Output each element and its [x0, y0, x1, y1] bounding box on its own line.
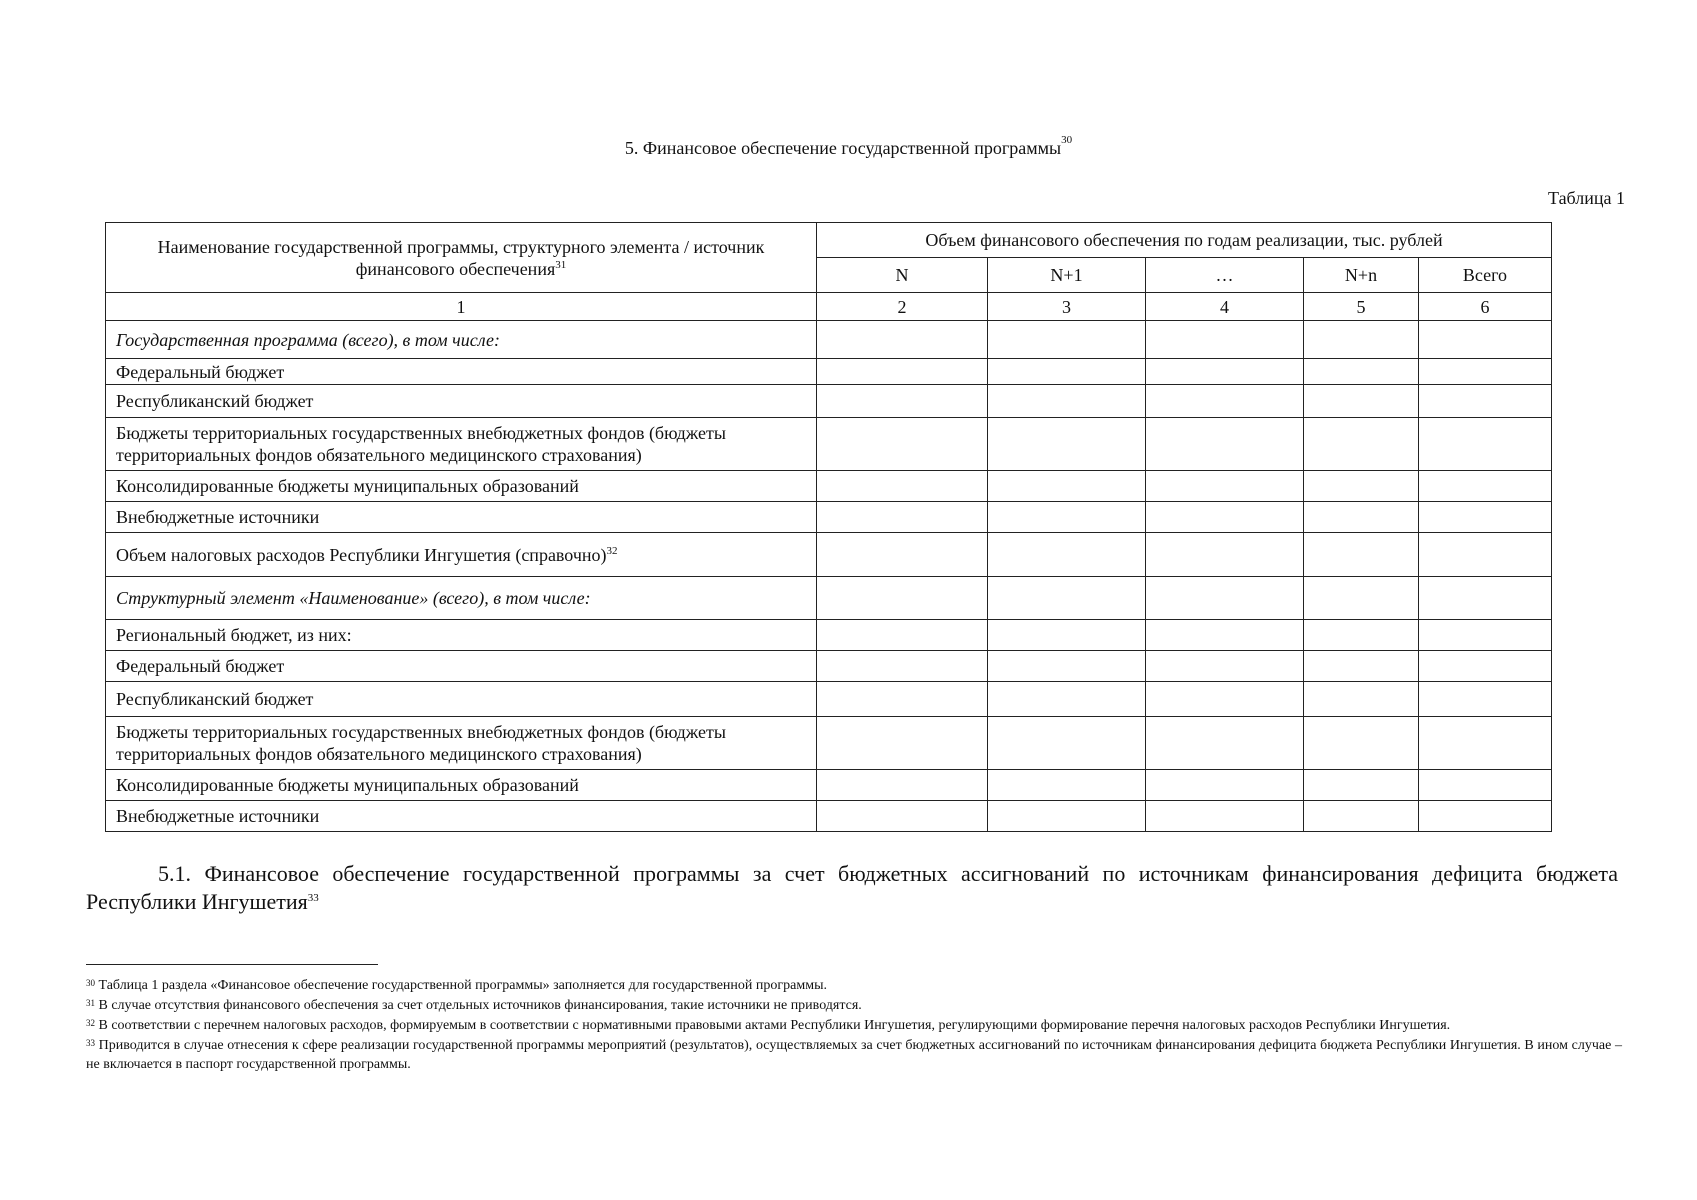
row-label: Структурный элемент «Наименование» (всего), в том числе: [106, 577, 817, 620]
value-cell [1304, 682, 1419, 717]
value-cell [1419, 651, 1552, 682]
row-label: Внебюджетные источники [106, 502, 817, 533]
value-cell [1146, 717, 1304, 770]
value-cell [1419, 682, 1552, 717]
value-cell [1419, 359, 1552, 385]
row-label: Республиканский бюджет [106, 682, 817, 717]
value-cell [1304, 577, 1419, 620]
page-title-text: 5. Финансовое обеспечение государственной программы [624, 138, 1062, 158]
value-cell [1146, 385, 1304, 418]
value-cell [817, 533, 988, 577]
table-row [106, 801, 1552, 832]
value-cell [1304, 385, 1419, 418]
value-cell [988, 717, 1146, 770]
value-cell [988, 577, 1146, 620]
table-row [106, 359, 1552, 385]
value-cell [1304, 502, 1419, 533]
row-label: Федеральный бюджет [106, 359, 817, 385]
value-cell [817, 801, 988, 832]
value-cell [988, 418, 1146, 471]
value-cell [817, 651, 988, 682]
column-number: 3 [988, 293, 1146, 321]
value-cell [1419, 801, 1552, 832]
table-row [106, 321, 1552, 359]
header-year: N+1 [988, 258, 1146, 293]
value-cell [1146, 471, 1304, 502]
footnote [86, 1036, 1622, 1074]
header-year: N+n [1304, 258, 1419, 293]
value-cell [1419, 385, 1552, 418]
header-year: N [817, 258, 988, 293]
footnotes [86, 976, 1622, 1075]
value-cell [1419, 620, 1552, 651]
row-label: Консолидированные бюджеты муниципальных образований [106, 770, 817, 801]
value-cell [1419, 502, 1552, 533]
header-total: Всего [1419, 258, 1552, 293]
table-row [106, 385, 1552, 418]
footnote-text: Таблица 1 раздела «Финансовое обеспечение государственной программы» заполняется для государственной программы. [98, 978, 827, 993]
value-cell [1304, 651, 1419, 682]
row-label: Внебюджетные источники [106, 801, 817, 832]
row-label: Бюджеты территориальных государственных внебюджетных фондов (бюджеты территориальных фондов обязательного медицинского страхования) [106, 418, 817, 471]
value-cell [1146, 533, 1304, 577]
value-cell [1304, 321, 1419, 359]
table-body [106, 321, 1552, 832]
value-cell [817, 502, 988, 533]
footnote [86, 996, 1622, 1015]
value-cell [817, 717, 988, 770]
page-title [0, 134, 1697, 159]
value-cell [988, 801, 1146, 832]
footnote [86, 1016, 1622, 1035]
value-cell [1146, 321, 1304, 359]
header-name-column: Наименование государственной программы, структурного элемента / источник финансового обеспечения$^{31}$ [106, 223, 817, 293]
row-label: Республиканский бюджет [106, 385, 817, 418]
row-label: Федеральный бюджет [106, 651, 817, 682]
footnote-ref: 32 [606, 544, 618, 557]
value-cell [1304, 418, 1419, 471]
table-row [106, 770, 1552, 801]
footnote-text: В случае отсутствия финансового обеспечения за счет отдельных источников финансирования, такие источники не приводятся. [98, 998, 862, 1013]
footnote-number: 33 [86, 1038, 95, 1048]
footnote-ref: 31 [555, 258, 567, 271]
value-cell [817, 770, 988, 801]
value-cell [1146, 651, 1304, 682]
table-label: Таблица 1 [1548, 188, 1625, 208]
value-cell [1304, 801, 1419, 832]
value-cell [988, 471, 1146, 502]
value-cell [1419, 577, 1552, 620]
value-cell [817, 471, 988, 502]
column-number: 6 [1419, 293, 1552, 321]
table-row [106, 682, 1552, 717]
table-row [106, 717, 1552, 770]
value-cell [1146, 770, 1304, 801]
column-numbers-row [106, 293, 1552, 321]
row-label: Государственная программа (всего), в том числе: [106, 321, 817, 359]
value-cell [1419, 533, 1552, 577]
section-paragraph-text: 5.1. Финансовое обеспечение государственной программы за счет бюджетных ассигнований по источникам финансирования дефицита бюджета Республики Ингушетия [86, 861, 1618, 914]
row-label: Бюджеты территориальных государственных внебюджетных фондов (бюджеты территориальных фондов обязательного медицинского страхования) [106, 717, 817, 770]
row-label: Объем налоговых расходов Республики Ингушетия (справочно)$^{32}$ [106, 533, 817, 577]
value-cell [1304, 533, 1419, 577]
value-cell [817, 682, 988, 717]
value-cell [1419, 418, 1552, 471]
value-cell [1146, 801, 1304, 832]
value-cell [1146, 577, 1304, 620]
row-label: Региональный бюджет, из них: [106, 620, 817, 651]
value-cell [817, 321, 988, 359]
value-cell [1146, 682, 1304, 717]
value-cell [817, 359, 988, 385]
footnote-divider [86, 964, 378, 965]
value-cell [1304, 620, 1419, 651]
table-row [106, 502, 1552, 533]
value-cell [988, 620, 1146, 651]
value-cell [988, 502, 1146, 533]
table-row [106, 620, 1552, 651]
value-cell [988, 385, 1146, 418]
table-row [106, 471, 1552, 502]
value-cell [1304, 359, 1419, 385]
footnote [86, 976, 1622, 995]
table-row [106, 418, 1552, 471]
value-cell [1419, 717, 1552, 770]
row-label: Консолидированные бюджеты муниципальных образований [106, 471, 817, 502]
footnote-text: Приводится в случае отнесения к сфере реализации государственной программы мероприятий (результатов), осуществляемых за счет бюджетных ассигнований по источникам финансирования дефицита бюджета Республики Ингушетия. В ином случае – не включается в паспорт государственной программы. [86, 1038, 1622, 1072]
value-cell [988, 533, 1146, 577]
footnote-text: В соответствии с перечнем налоговых расходов, формируемым в соответствии с нормативными правовыми актами Республики Ингушетия, регулирующими формирование перечня налоговых расходов Республики Ингушетия. [98, 1018, 1451, 1033]
column-number: 5 [1304, 293, 1419, 321]
value-cell [988, 682, 1146, 717]
footnote-ref: 33 [307, 892, 319, 904]
value-cell [988, 651, 1146, 682]
value-cell [1146, 359, 1304, 385]
value-cell [988, 770, 1146, 801]
value-cell [1304, 770, 1419, 801]
footnote-number: 32 [86, 1018, 95, 1028]
column-number: 1 [106, 293, 817, 321]
value-cell [1304, 471, 1419, 502]
footnote-number: 31 [86, 998, 95, 1008]
value-cell [1146, 418, 1304, 471]
value-cell [1146, 502, 1304, 533]
value-cell [1419, 770, 1552, 801]
column-number: 2 [817, 293, 988, 321]
value-cell [1419, 471, 1552, 502]
footnote-ref: 30 [1061, 134, 1073, 146]
value-cell [1419, 321, 1552, 359]
value-cell [1146, 620, 1304, 651]
table-row [106, 651, 1552, 682]
value-cell [817, 577, 988, 620]
financing-table [105, 222, 1552, 832]
value-cell [817, 418, 988, 471]
value-cell [1304, 717, 1419, 770]
value-cell [817, 620, 988, 651]
footnote-number: 30 [86, 978, 95, 988]
value-cell [988, 359, 1146, 385]
section-paragraph [86, 860, 1618, 916]
value-cell [988, 321, 1146, 359]
header-year: … [1146, 258, 1304, 293]
header-volume: Объем финансового обеспечения по годам реализации, тыс. рублей [817, 223, 1552, 258]
column-number: 4 [1146, 293, 1304, 321]
table-row [106, 577, 1552, 620]
value-cell [817, 385, 988, 418]
table-row [106, 533, 1552, 577]
